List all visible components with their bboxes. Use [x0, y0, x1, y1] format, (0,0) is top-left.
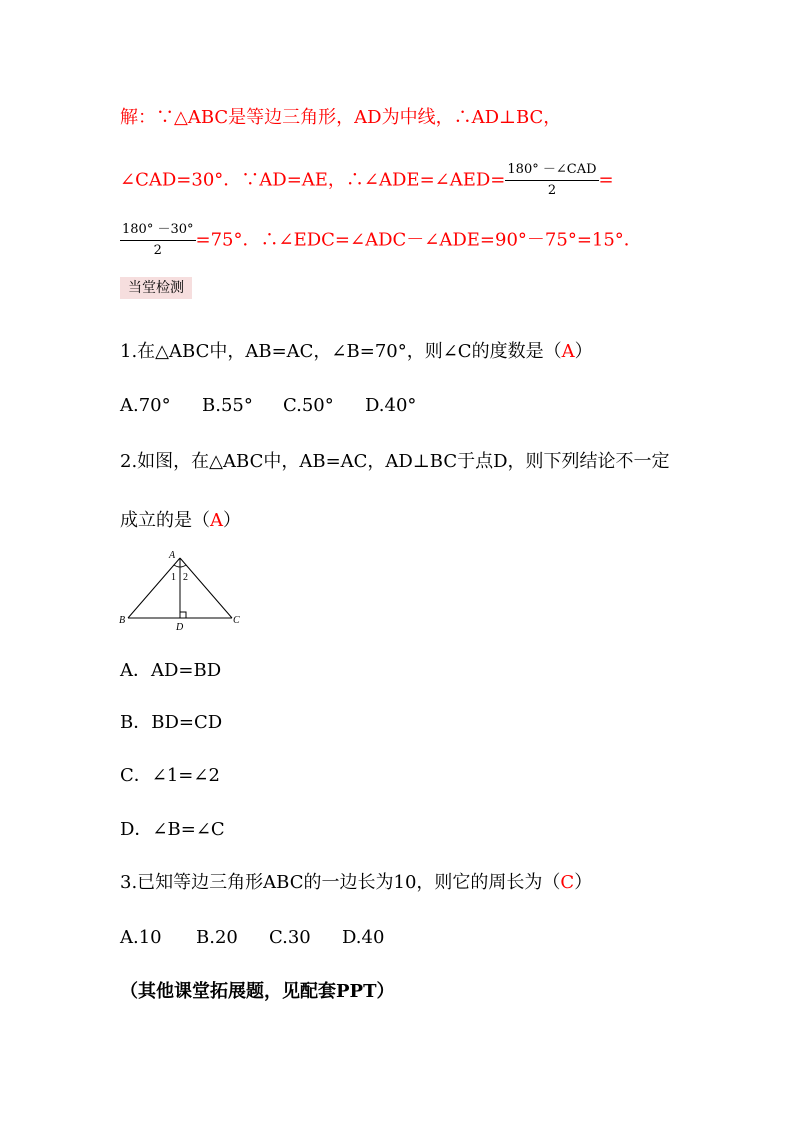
question-2-option-c: C．∠1=∠2: [120, 765, 220, 786]
solution-line-1: [120, 106, 561, 130]
fraction-2-denominator: 2: [153, 243, 162, 258]
question-3-text: 3.已知等边三角形ABC的一边长为10，则它的周长为（: [120, 872, 561, 893]
section-badge: 当堂检测: [120, 277, 192, 299]
side-ac: [180, 558, 232, 618]
solution-text-2: ∠CAD=30°．∵AD=AE，∴∠ADE=∠AED=: [120, 169, 506, 191]
solution-text-1: 解：∵△ABC是等边三角形，AD为中线，∴AD⊥BC，: [120, 107, 562, 128]
footer-note: （其他课堂拓展题，见配套PPT）: [120, 981, 395, 1002]
question-2-close-paren: ）: [223, 510, 241, 531]
solution-text-3: =75°．∴∠EDC=∠ADC－∠ADE=90°－75°=15°．: [195, 229, 642, 251]
solution-line-3: [120, 222, 642, 262]
question-3-answer: C: [560, 872, 575, 893]
question-3-option-b: B.20: [196, 927, 238, 948]
question-3-option-a: A.10: [120, 927, 162, 948]
question-3-stem: [120, 871, 592, 895]
question-1-answer: A: [561, 341, 575, 362]
fraction-2-numerator: 180° －30°: [120, 222, 196, 241]
fraction-2: [120, 222, 196, 259]
question-1-option-a: A.70°: [120, 395, 171, 416]
fraction-1-numerator: 180° －∠CAD: [505, 162, 598, 181]
question-2-option-d: D．∠B=∠C: [120, 819, 225, 840]
fraction-1: [505, 162, 598, 199]
question-2-option-a: A．AD=BD: [120, 660, 222, 681]
label-b: B: [119, 615, 126, 626]
right-angle-mark: [180, 612, 186, 618]
question-3-option-d: D.40: [342, 927, 385, 948]
question-3-options: [120, 926, 520, 950]
question-1-close-paren: ）: [574, 341, 593, 362]
label-angle-1: 1: [171, 572, 176, 583]
side-ab: [128, 558, 180, 618]
question-2-stem-line-2: [120, 509, 241, 533]
fraction-1-denominator: 2: [547, 183, 557, 198]
question-2-answer: A: [210, 510, 223, 531]
question-1-option-d: D.40°: [365, 395, 417, 416]
question-1-text: 1.在△ABC中，AB=AC，∠B=70°，则∠C的度数是（: [120, 341, 562, 362]
question-1-option-c: C.50°: [283, 395, 334, 416]
question-1-option-b: B.55°: [202, 395, 253, 416]
question-3-option-c: C.30: [269, 927, 311, 948]
triangle-figure: [116, 548, 246, 634]
question-2-stem-line-1: [120, 450, 670, 474]
label-a: A: [169, 550, 176, 561]
label-d: D: [176, 622, 184, 633]
label-c: C: [233, 615, 240, 626]
question-2-text: 2.如图，在△ABC中，AB=AC，AD⊥BC于点D，则下列结论不一定: [120, 451, 670, 472]
solution-equals: =: [598, 169, 614, 191]
question-2-text-cont: 成立的是（: [120, 510, 210, 531]
question-3-close-paren: ）: [574, 872, 593, 893]
solution-line-2: [120, 162, 614, 202]
label-angle-2: 2: [183, 572, 188, 583]
question-2-option-b: B．BD=CD: [120, 712, 223, 733]
question-1-options: [120, 394, 520, 418]
question-1-stem: [120, 340, 593, 364]
